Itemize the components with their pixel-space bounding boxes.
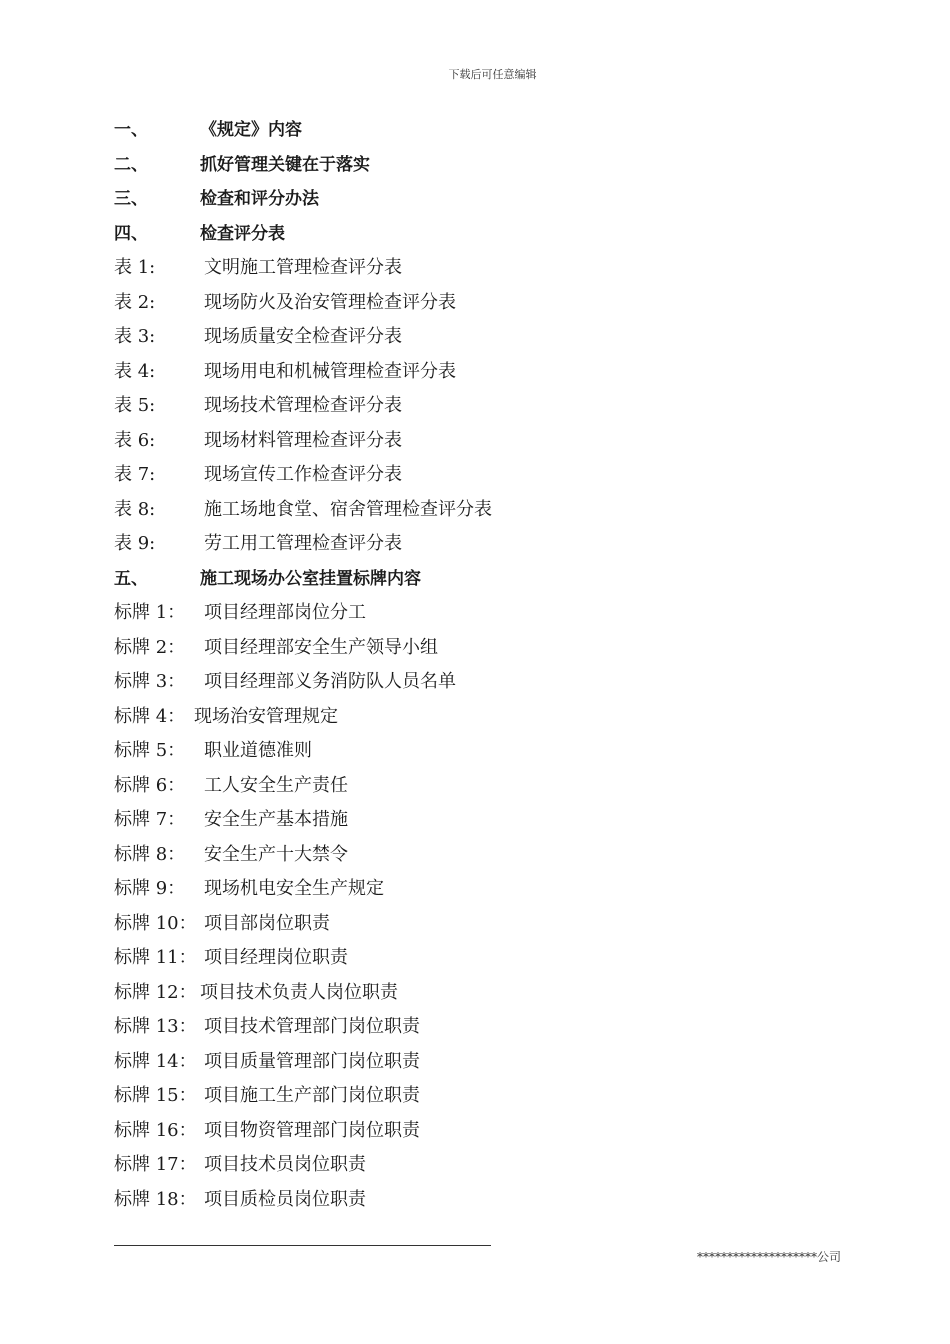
toc-line-number: 标牌 15： — [114, 1085, 197, 1106]
toc-line — [114, 286, 874, 321]
toc-line-number: 表 1: — [114, 257, 156, 278]
toc-line-text: 现场用电和机械管理检查评分表 — [204, 360, 456, 382]
toc-line — [114, 700, 874, 735]
toc-line-text: 项目质检员岗位职责 — [204, 1188, 366, 1210]
toc-line — [114, 1045, 874, 1080]
toc-line — [114, 838, 874, 873]
toc-line-text: 现场机电安全生产规定 — [204, 878, 384, 899]
toc-line-text: 现场宣传工作检查评分表 — [204, 464, 402, 485]
toc-line — [114, 355, 874, 390]
toc-line — [114, 976, 874, 1011]
toc-line — [114, 1114, 874, 1149]
toc-line — [114, 769, 874, 804]
toc-line — [114, 907, 874, 942]
toc-line-text: 文明施工管理检查评分表 — [204, 257, 402, 278]
toc-line-number: 标牌 5： — [114, 740, 186, 761]
toc-line — [114, 631, 874, 666]
toc-line — [114, 458, 874, 493]
toc-line — [114, 1148, 874, 1183]
toc-line — [114, 182, 874, 217]
toc-line — [114, 1079, 874, 1114]
toc-line-text: 项目经理部义务消防队人员名单 — [204, 671, 456, 692]
toc-line-text: 抓好管理关键在于落实 — [200, 154, 370, 175]
toc-line — [114, 320, 874, 355]
toc-line — [114, 527, 874, 562]
toc-line-text: 《规定》内容 — [200, 120, 302, 140]
toc-line-number: 表 3: — [114, 326, 156, 347]
toc-line-text: 项目技术负责人岗位职责 — [200, 981, 398, 1003]
toc-line-number: 三、 — [114, 189, 148, 209]
toc-line-text: 项目经理部安全生产领导小组 — [204, 636, 438, 658]
toc-line-text: 安全生产十大禁令 — [204, 843, 348, 865]
toc-line-number: 表 7: — [114, 464, 156, 485]
toc-line-text: 施工现场办公室挂置标牌内容 — [200, 568, 421, 589]
toc-line-number: 标牌 6： — [114, 774, 186, 796]
toc-line-text: 项目经理岗位职责 — [204, 947, 348, 968]
toc-line-number: 表 9: — [114, 533, 156, 554]
toc-line — [114, 941, 874, 976]
toc-line-number: 表 2: — [114, 291, 156, 313]
toc-line-text: 现场防火及治安管理检查评分表 — [204, 291, 456, 313]
toc-line-text: 职业道德准则 — [204, 740, 312, 761]
toc-line-number: 标牌 18： — [114, 1188, 197, 1210]
toc-line-text: 施工场地食堂、宿舍管理检查评分表 — [204, 498, 492, 520]
toc-line — [114, 389, 874, 424]
toc-line-number: 四、 — [114, 223, 148, 244]
toc-line — [114, 493, 874, 528]
toc-line-text: 检查评分表 — [200, 223, 285, 244]
toc-line-text: 项目施工生产部门岗位职责 — [204, 1085, 420, 1106]
toc-line-number: 五、 — [114, 568, 148, 589]
toc-line-number: 标牌 3： — [114, 671, 186, 692]
toc-line-number: 表 4: — [114, 360, 156, 382]
toc-line-text: 项目经理部岗位分工 — [204, 602, 366, 623]
toc-line-text: 现场技术管理检查评分表 — [204, 395, 402, 416]
toc-line — [114, 803, 874, 838]
toc-line-text: 工人安全生产责任 — [204, 774, 348, 796]
toc-line-number: 标牌 14： — [114, 1050, 197, 1072]
toc-line-number: 标牌 9： — [114, 878, 186, 899]
toc-line-text: 项目部岗位职责 — [204, 912, 330, 934]
toc-line-text: 现场治安管理规定 — [194, 705, 338, 727]
toc-line-number: 标牌 1： — [114, 602, 186, 623]
toc-line-text: 现场材料管理检查评分表 — [204, 429, 402, 451]
toc-line — [114, 665, 874, 700]
toc-line — [114, 113, 874, 148]
toc-line — [114, 217, 874, 252]
toc-line — [114, 872, 874, 907]
toc-line-number: 标牌 7： — [114, 809, 186, 830]
toc-line — [114, 734, 874, 769]
toc-line-text: 安全生产基本措施 — [204, 809, 348, 830]
toc-line — [114, 148, 874, 183]
table-of-contents — [114, 113, 874, 1217]
toc-line-text: 项目技术管理部门岗位职责 — [204, 1016, 420, 1037]
toc-line-text: 劳工用工管理检查评分表 — [204, 533, 402, 554]
toc-line — [114, 1010, 874, 1045]
toc-line-text: 项目质量管理部门岗位职责 — [204, 1050, 420, 1072]
toc-line-number: 标牌 12： — [114, 981, 197, 1003]
page-header: 下载后可任意编辑 — [448, 68, 537, 81]
toc-line-number: 表 8: — [114, 498, 156, 520]
toc-line-text: 检查和评分办法 — [200, 189, 319, 209]
toc-line-number: 标牌 2： — [114, 636, 186, 658]
toc-line — [114, 251, 874, 286]
toc-line-number: 二、 — [114, 154, 148, 175]
toc-line-text: 项目技术员岗位职责 — [204, 1154, 366, 1175]
toc-line-number: 标牌 13： — [114, 1016, 197, 1037]
toc-line-text: 项目物资管理部门岗位职责 — [204, 1119, 420, 1141]
toc-line-number: 标牌 10： — [114, 912, 197, 934]
toc-line — [114, 562, 874, 597]
toc-line — [114, 1183, 874, 1218]
toc-line-number: 标牌 16： — [114, 1119, 197, 1141]
footer-divider — [114, 1245, 491, 1246]
toc-line-number: 表 5: — [114, 395, 156, 416]
toc-line-number: 标牌 11： — [114, 947, 197, 968]
toc-line-number: 一、 — [114, 120, 148, 140]
toc-line — [114, 424, 874, 459]
toc-line-text: 现场质量安全检查评分表 — [204, 326, 402, 347]
toc-line — [114, 596, 874, 631]
toc-line-number: 标牌 4： — [114, 705, 186, 727]
toc-line-number: 表 6: — [114, 429, 156, 451]
toc-line-number: 标牌 17： — [114, 1154, 197, 1175]
toc-line-number: 标牌 8： — [114, 843, 186, 865]
footer-company: ********************公司 — [697, 1250, 842, 1264]
